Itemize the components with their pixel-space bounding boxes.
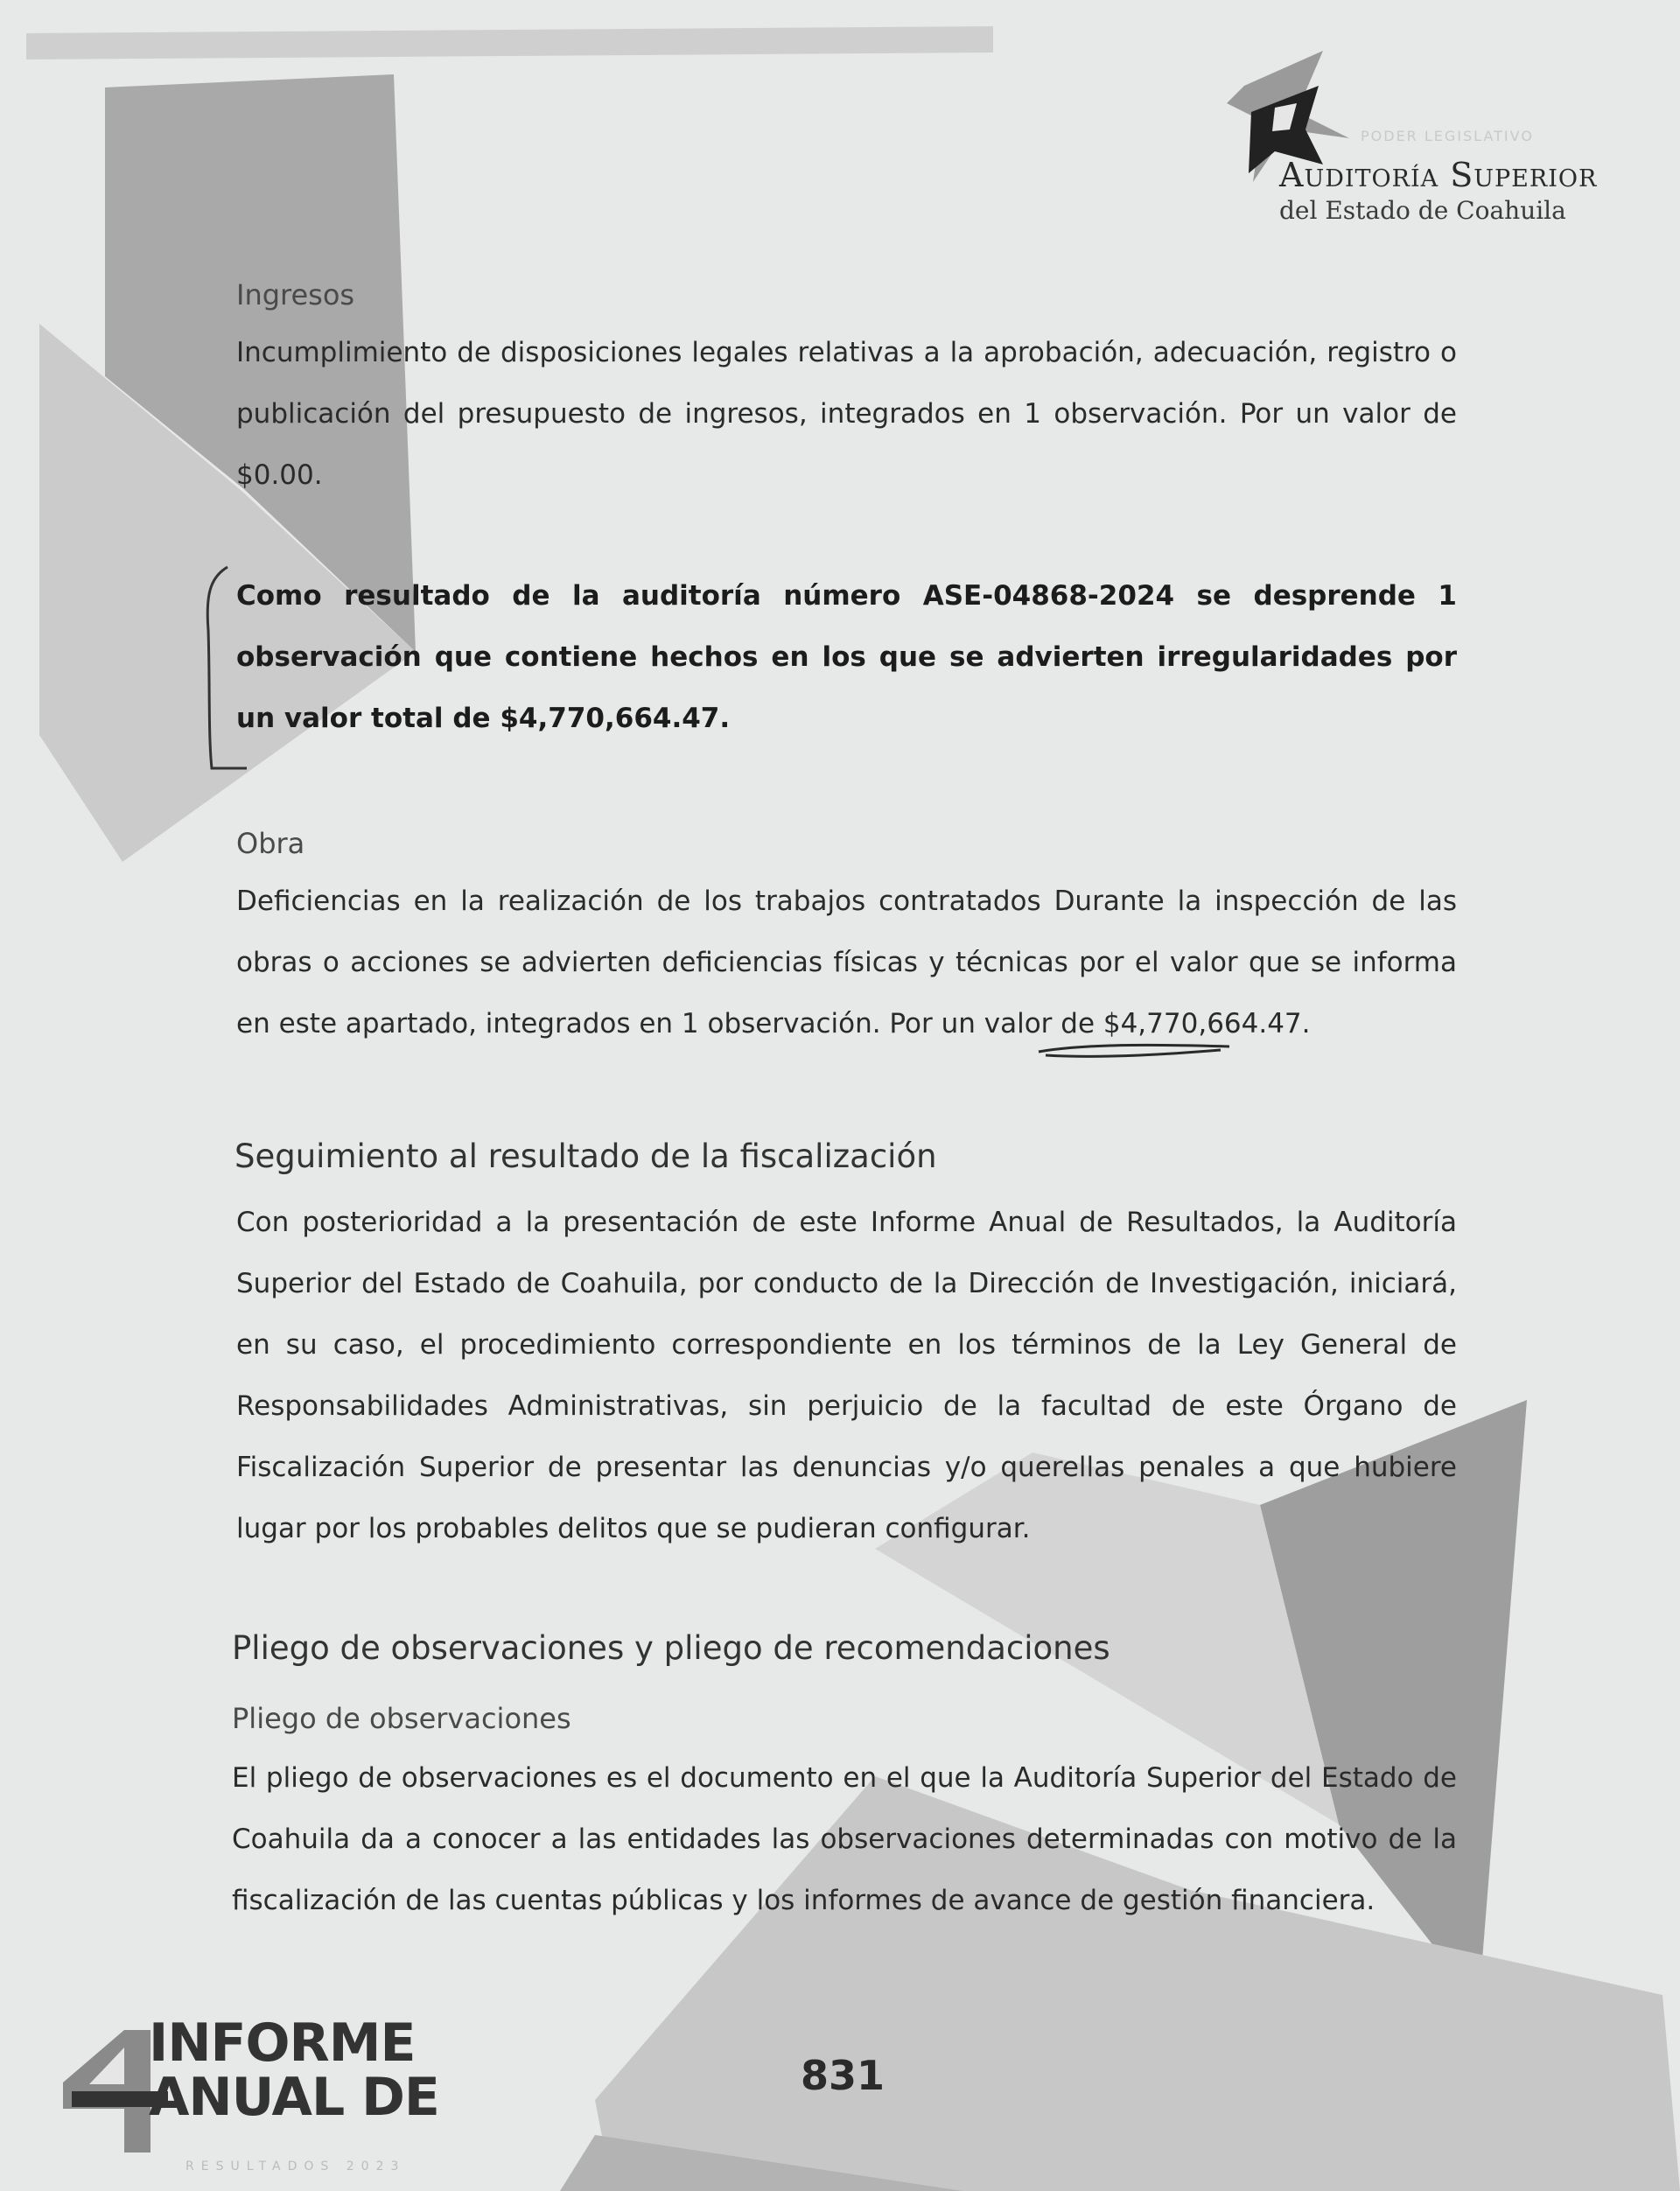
logo-small-text: PODER LEGISLATIVO xyxy=(1361,128,1534,144)
obra-heading: Obra xyxy=(236,827,305,860)
pliego-subheading: Pliego de observaciones xyxy=(232,1702,571,1735)
ingresos-paragraph: Incumplimiento de disposiciones legales relativas a la aprobación, adecuación, registro o publicación del presupuesto de ingresos, integrados en 1 observación. Por un valor de $0.00. xyxy=(236,337,1457,491)
handwritten-underline-mark xyxy=(1037,1040,1238,1060)
org-subtitle: del Estado de Coahuila xyxy=(1279,196,1566,225)
informe-anual-logo xyxy=(63,2012,439,2174)
seguimiento-title: Seguimiento al resultado de la fiscalización xyxy=(234,1138,937,1175)
pliego-paragraph: El pliego de observaciones es el documento en el que la Auditoría Superior del Estado de Coahuila da a conocer a las entidades las observaciones determinadas con motivo de la fiscalización de las cuentas públicas y los informes de avance de gestión financiera. xyxy=(232,1762,1457,1916)
footer-logo-line3: RESULTADOS 2023 xyxy=(186,2160,406,2174)
seguimiento-paragraph: Con posterioridad a la presentación de este Informe Anual de Resultados, la Auditoría Superior del Estado de Coahuila, por conducto de la Dirección de Investigación, iniciará, en su caso, el procedimiento correspondiente en los términos de la Ley General de Responsabilidades Administrativas, sin perjuicio de la facultad de este Órgano de Fiscalización Superior de presentar las denuncias y/o querellas penales a que hubiere lugar por los probables delitos que se pudieran configurar. xyxy=(236,1207,1457,1544)
obra-paragraph: Deficiencias en la realización de los trabajos contratados Durante la inspección de las obras o acciones se advierten deficiencias físicas y técnicas por el valor que se informa en este apartado, integrados en 1 observación. Por un valor de $4,770,664.47. xyxy=(236,886,1457,1040)
pliego-title: Pliego de observaciones y pliego de recomendaciones xyxy=(232,1629,1110,1667)
footer-logo-line2: ANUAL DE xyxy=(149,2067,439,2128)
footer-logo-line1: INFORME xyxy=(149,2012,416,2074)
auditoria-logo xyxy=(1216,51,1645,234)
page-number: 831 xyxy=(801,2052,886,2099)
org-name: Auditoría Superior xyxy=(1279,156,1598,194)
resultado-paragraph: Como resultado de la auditoría número ASE-04868-2024 se desprende 1 observación que contiene hechos en los que se advierten irregularidades por un valor total de $4,770,664.47. xyxy=(236,580,1457,734)
ingresos-heading: Ingresos xyxy=(236,278,355,312)
